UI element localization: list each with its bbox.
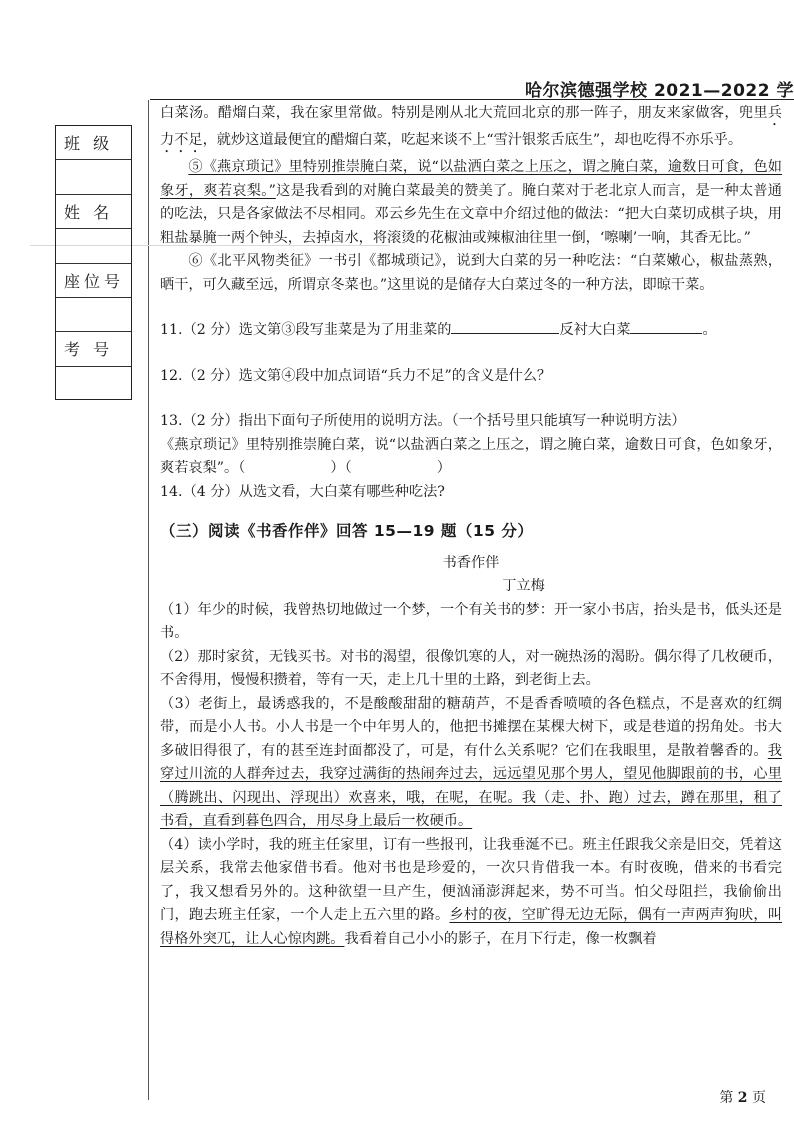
question-14: 14.（4 分）从选文看，大白菜有哪些种吃法?	[160, 483, 445, 500]
answer-blank-11a[interactable]	[451, 319, 559, 334]
seat-field[interactable]	[56, 298, 131, 332]
underlined-passage-4: 乡村的夜，空旷得无边无际，偶有一声两声狗吠，叫得格外突兀，让人心惊肉跳。	[160, 907, 782, 947]
question-13-sentence: 《燕京琐记》里特别推崇腌白菜，说“以盐洒白菜之上压之，谓之腌白菜，逾数日可食，色如象牙，爽若哀梨”。（ ）（ ）	[160, 436, 782, 476]
name-field[interactable]	[56, 229, 131, 263]
article-author: 丁立梅	[502, 578, 545, 594]
student-info-box	[55, 125, 132, 400]
underlined-quote: ⑤《燕京琐记》里特别推崇腌白菜，说“以盐洒白菜之上压之，谓之腌白菜，逾数日可食，色如象牙，爽若哀梨。”	[160, 159, 782, 199]
article-paragraph-4: （4）读小学时，我的班主任家里，订有一些报刊，让我垂涎不已。班主任跟我父亲是旧交，凭着这层关系，我常去他家借书看。他对书也是珍爱的，一次只肯借我一本。有时夜晚，借来的书看完了，我又想看另外的。这种欲望一旦产生，便汹涌澎湃起来，势不可当。怕父母阻拦，我偷偷出门，跑去班主任家，一个人走上五六里的路。乡村的夜，空旷得无边无际，偶有一声两声狗吠，叫得格外突兀，让人心惊肉跳。我看着自己小小的影子，在月下行走，像一枚飘着	[160, 836, 782, 947]
exam-content	[160, 102, 782, 951]
exam-no-label: 考 号	[56, 332, 131, 366]
exam-no-field[interactable]	[56, 367, 131, 401]
question-11: 11.（2 分）选文第③段写韭菜是为了用韭菜的 反衬大白菜 。	[160, 319, 782, 343]
page-number: 第 2 页	[719, 1090, 766, 1106]
header-rule	[150, 99, 794, 100]
question-12: 12.（2 分）选文第④段中加点词语“兵力不足”的含义是什么？	[160, 367, 552, 384]
section-3-title: （三）阅读《书香作伴》回答 15—19 题（15 分）	[160, 522, 534, 540]
question-13: 13.（2 分）指出下面句子所使用的说明方法。（一个括号里只能填写一种说明方法）	[160, 413, 686, 429]
passage-paragraph-4-cont: 白菜汤。醋熘白菜，我在家里常做。特别是刚从北大荒回北京的那一阵子，朋友来家做客，兜里兵力不足，就炒这道最便宜的醋熘白菜，吃起来谈不上“雪汁银浆舌底生”，却也吃得不亦乐乎。	[160, 105, 782, 148]
seat-label: 座位号	[56, 264, 131, 298]
name-label: 姓 名	[56, 195, 131, 229]
passage-paragraph-6: ⑥《北平风物类征》一书引《都城琐记》，说到大白菜的另一种吃法：“白菜嫩心，椒盐蒸熟，晒干，可久藏至远，所谓京冬菜也。”这里说的是储存大白菜过冬的一种方法，即晾干菜。	[160, 253, 782, 293]
article-paragraph-3: （3）老街上，最诱惑我的，不是酸酸甜甜的糖葫芦，不是香香喷喷的各色糕点，不是喜欢的红绸带，而是小人书。小人书是一个中年男人的，他把书摊摆在某棵大树下，或是巷道的拐角处。书大多破旧得很了，有的甚至连封面都没了，可是，有什么关系呢？它们在我眼里，是散着馨香的。我穿过川流的人群奔过去，我穿过满街的热闹奔过去，远远望见那个男人，望见他脚跟前的书，心里（腾跳出、闪现出、浮现出）欢喜来，哦，在呢，在呢。我（走、扑、跑）过去，蹲在那里，租了书看，直看到暮色四合，用尽身上最后一枚硬币。	[160, 695, 782, 829]
answer-blank-11b[interactable]	[630, 319, 702, 334]
article-paragraph-1: （1）年少的时候，我曾热切地做过一个梦，一个有关书的梦：开一家小书店，抬头是书，低头还是书。	[160, 601, 782, 641]
dotted-term: 兵力不足	[160, 105, 782, 148]
binding-margin-line	[148, 100, 149, 1100]
article-title: 书香作伴	[442, 554, 500, 571]
underlined-passage-3: 我穿过川流的人群奔过去，我穿过满街的热闹奔过去，远远望见那个男人，望见他脚跟前的书，心里（腾跳出、闪现出、浮现出）欢喜来，哦，在呢，在呢。我（走、扑、跑）过去，蹲在那里，租了书看，直看到暮色四合，用尽身上最后一枚硬币。	[160, 742, 782, 829]
article-paragraph-2: （2）那时家贫，无钱买书。对书的渴望，很像饥寒的人，对一碗热汤的渴盼。偶尔得了几枚硬币，不舍得用，慢慢积攒着，等有一天，走上几十里的土路，到老街上去。	[160, 648, 782, 688]
school-header: 哈尔滨德强学校 2021—2022 学	[525, 81, 794, 101]
class-label: 班 级	[56, 126, 131, 160]
passage-paragraph-5: ⑤《燕京琐记》里特别推崇腌白菜，说“以盐洒白菜之上压之，谓之腌白菜，逾数日可食，色如象牙，爽若哀梨。”这是我看到的对腌白菜最美的赞美了。腌白菜对于老北京人而言，是一种太普通的吃法，只是各家做法不尽相同。邓云乡先生在文章中介绍过他的做法：“把大白菜切成棋子块，用粗盐暴腌一两个钟头，去掉卤水，将滚烫的花椒油或辣椒油往里一倒，‘嚓喇’一响，其香无比。”	[160, 159, 782, 246]
class-field[interactable]	[56, 160, 131, 194]
